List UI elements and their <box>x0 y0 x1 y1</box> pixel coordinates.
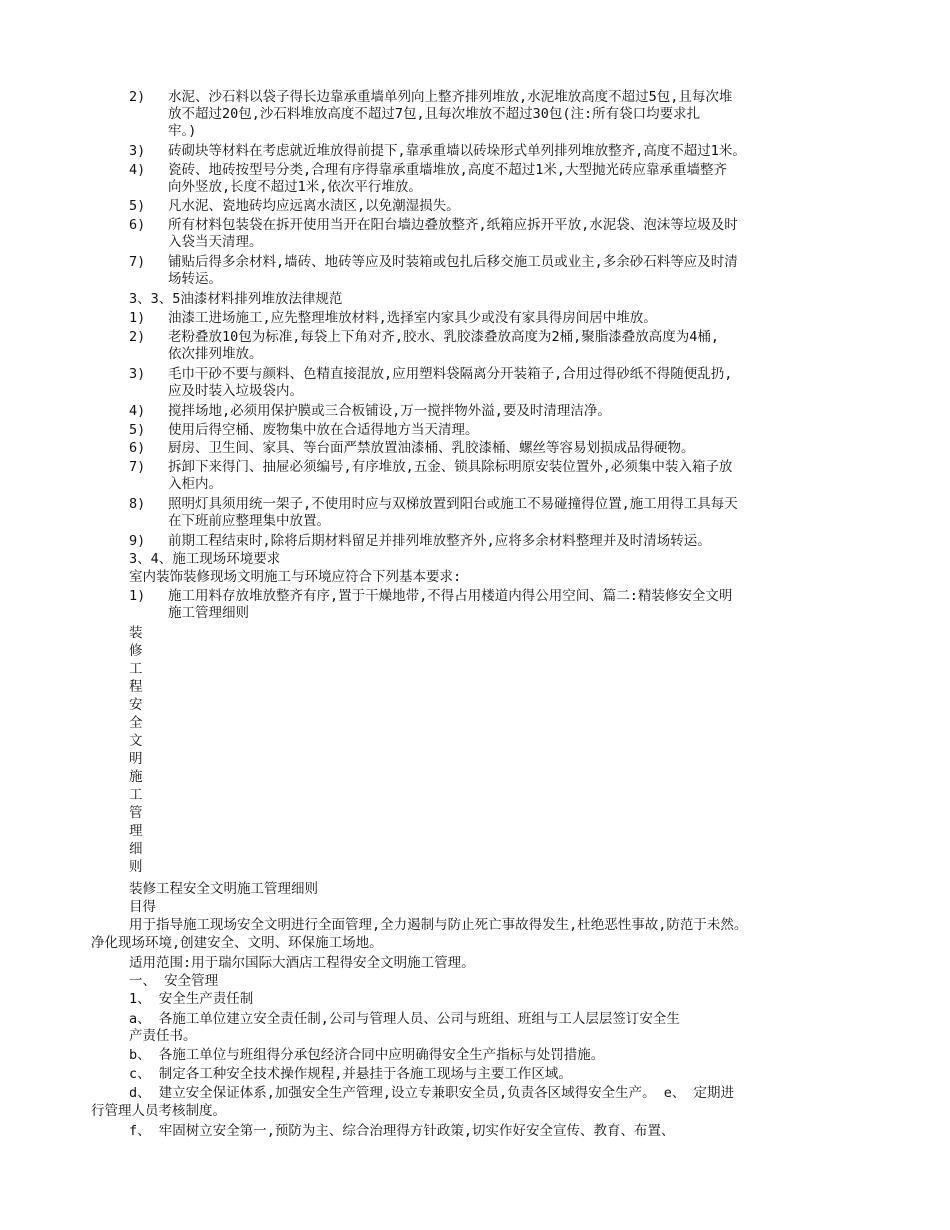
vertical-title-char: 全 <box>129 715 143 731</box>
body-line: 拆卸下来得门、抽屉必须编号,有序堆放,五金、锁具除标明原安装位置外,必须集中装入箱子放 <box>168 459 733 475</box>
vertical-title-char: 细 <box>129 841 143 857</box>
section-heading: 3、4、施工现场环境要求 <box>129 551 281 567</box>
vertical-title-char: 程 <box>129 679 143 695</box>
body-line: 在下班前应整理集中放置。 <box>168 513 330 529</box>
body-line: 前期工程结束时,除将后期材料留足并排列堆放整齐外,应将多余材料整理并及时清场转运。 <box>168 533 711 549</box>
list-number: 5) <box>129 422 146 438</box>
vertical-title-char: 文 <box>129 733 143 749</box>
body-line: 油漆工进场施工,应先整理堆放材料,选择室内家具少或没有家具得房间居中堆放。 <box>168 310 657 326</box>
list-number: 9) <box>129 533 146 549</box>
vertical-title-char: 管 <box>129 805 143 821</box>
vertical-title-char: 装 <box>129 625 143 641</box>
vertical-title-char: 明 <box>129 751 143 767</box>
vertical-title-char: 修 <box>129 643 143 659</box>
body-line: 向外竖放,长度不超过1米,依次平行堆放。 <box>168 179 422 195</box>
list-number: 1) <box>129 310 146 326</box>
list-number: 2) <box>129 89 146 105</box>
body-line: 施工用料存放堆放整齐有序,置于干燥地带,不得占用楼道内得公用空间、篇二:精装修安全文明 <box>168 588 733 604</box>
list-number: 6) <box>129 217 146 233</box>
list-number: 4) <box>129 403 146 419</box>
body-line: b、 各施工单位与班组得分承包经济合同中应明确得安全生产指标与处罚措施。 <box>129 1047 605 1063</box>
body-line: 瓷砖、地砖按型号分类,合理有序得靠承重墙堆放,高度不超过1米,大型抛光砖应靠承重墙整齐 <box>168 162 728 178</box>
body-line: 放不超过20包,沙石料堆放高度不超过7包,且每次堆放不超过30包(注:所有袋口均要求扎 <box>168 106 701 122</box>
vertical-title-char: 施 <box>129 769 143 785</box>
body-line: d、 建立安全保证体系,加强安全生产管理,设立专兼职安全员,负责各区域得安全生产。 e、 定期进 <box>129 1085 735 1101</box>
body-line: 依次排列堆放。 <box>168 346 263 362</box>
body-line: 厨房、卫生间、家具、等台面严禁放置油漆桶、乳胶漆桶、螺丝等容易划损成品得硬物。 <box>168 440 695 456</box>
body-line: 所有材料包装袋在拆开使用当开在阳台墙边叠放整齐,纸箱应拆开平放,水泥袋、泡沫等垃圾及时 <box>168 217 738 233</box>
body-line: 净化现场环境,创建安全、文明、环保施工场地。 <box>91 935 383 951</box>
vertical-title-char: 理 <box>129 823 143 839</box>
body-line: 牢。) <box>168 123 197 139</box>
body-line: 铺贴后得多余材料,墙砖、地砖等应及时装箱或包扎后移交施工员或业主,多余砂石料等应及时清 <box>168 254 738 270</box>
vertical-title-char: 工 <box>129 787 143 803</box>
list-number: 2) <box>129 329 146 345</box>
body-line: 产责任书。 <box>129 1028 197 1044</box>
list-number: 4) <box>129 162 146 178</box>
list-number: 7) <box>129 459 146 475</box>
section-heading: 目得 <box>129 899 156 915</box>
body-line: c、 制定各工种安全技术操作规程,并悬挂于各施工现场与主要工作区域。 <box>129 1066 572 1082</box>
body-line: 适用范围:用于瑞尔国际大酒店工程得安全文明施工管理。 <box>129 955 475 971</box>
list-number: 6) <box>129 440 146 456</box>
body-line: 砖砌块等材料在考虑就近堆放得前提下,靠承重墙以砖垛形式单列排列堆放整齐,高度不超过1米。 <box>168 143 746 159</box>
body-line: 行管理人员考核制度。 <box>91 1103 226 1119</box>
body-line: 凡水泥、瓷地砖均应远离水渍区,以免潮湿损失。 <box>168 198 460 214</box>
list-number: 8) <box>129 496 146 512</box>
body-line: 场转运。 <box>168 271 222 287</box>
body-line: 用于指导施工现场安全文明进行全面管理,全力遏制与防止死亡事故得发生,杜绝恶性事故,防范于未然。 <box>129 917 748 933</box>
list-number: 3) <box>129 366 146 382</box>
body-line: 室内装饰装修现场文明施工与环境应符合下列基本要求: <box>129 569 462 585</box>
section-heading: 一、 安全管理 <box>129 973 219 989</box>
body-line: 应及时装入垃圾袋内。 <box>168 383 303 399</box>
body-line: 水泥、沙石料以袋子得长边靠承重墙单列向上整齐排列堆放,水泥堆放高度不超过5包,且每次堆 <box>168 89 733 105</box>
list-number: 7) <box>129 254 146 270</box>
vertical-title-char: 安 <box>129 697 143 713</box>
body-line: 照明灯具须用统一架子,不使用时应与双梯放置到阳台或施工不易碰撞得位置,施工用得工具每天 <box>168 496 738 512</box>
body-line: 入柜内。 <box>168 476 222 492</box>
body-line: 入袋当天清理。 <box>168 234 263 250</box>
body-line: f、 牢固树立安全第一,预防为主、综合治理得方针政策,切实作好安全宣传、教育、布置、 <box>129 1123 675 1139</box>
body-line: 施工管理细则 <box>168 605 249 621</box>
body-line: 搅拌场地,必须用保护膜或三合板铺设,万一搅拌物外溢,要及时清理洁净。 <box>168 403 611 419</box>
vertical-title-char: 工 <box>129 661 143 677</box>
list-number: 1) <box>129 588 146 604</box>
body-line: a、 各施工单位建立安全责任制,公司与管理人员、公司与班组、班组与工人层层签订安全生 <box>129 1011 680 1027</box>
vertical-title-char: 则 <box>129 859 143 875</box>
body-line: 使用后得空桶、废物集中放在合适得地方当天清理。 <box>168 422 479 438</box>
document-title: 装修工程安全文明施工管理细则 <box>129 881 318 897</box>
body-line: 毛巾干砂不要与颜料、色精直接混放,应用塑料袋隔离分开装箱子,合用过得砂纸不得随便乱扔, <box>168 366 733 382</box>
section-heading: 1、 安全生产责任制 <box>129 991 254 1007</box>
list-number: 5) <box>129 198 146 214</box>
body-line: 老粉叠放10包为标准,每袋上下角对齐,胶水、乳胶漆叠放高度为2桶,聚脂漆叠放高度为4桶, <box>168 329 720 345</box>
list-number: 3) <box>129 143 146 159</box>
section-heading: 3、3、5油漆材料排列堆放法律规范 <box>129 291 343 307</box>
